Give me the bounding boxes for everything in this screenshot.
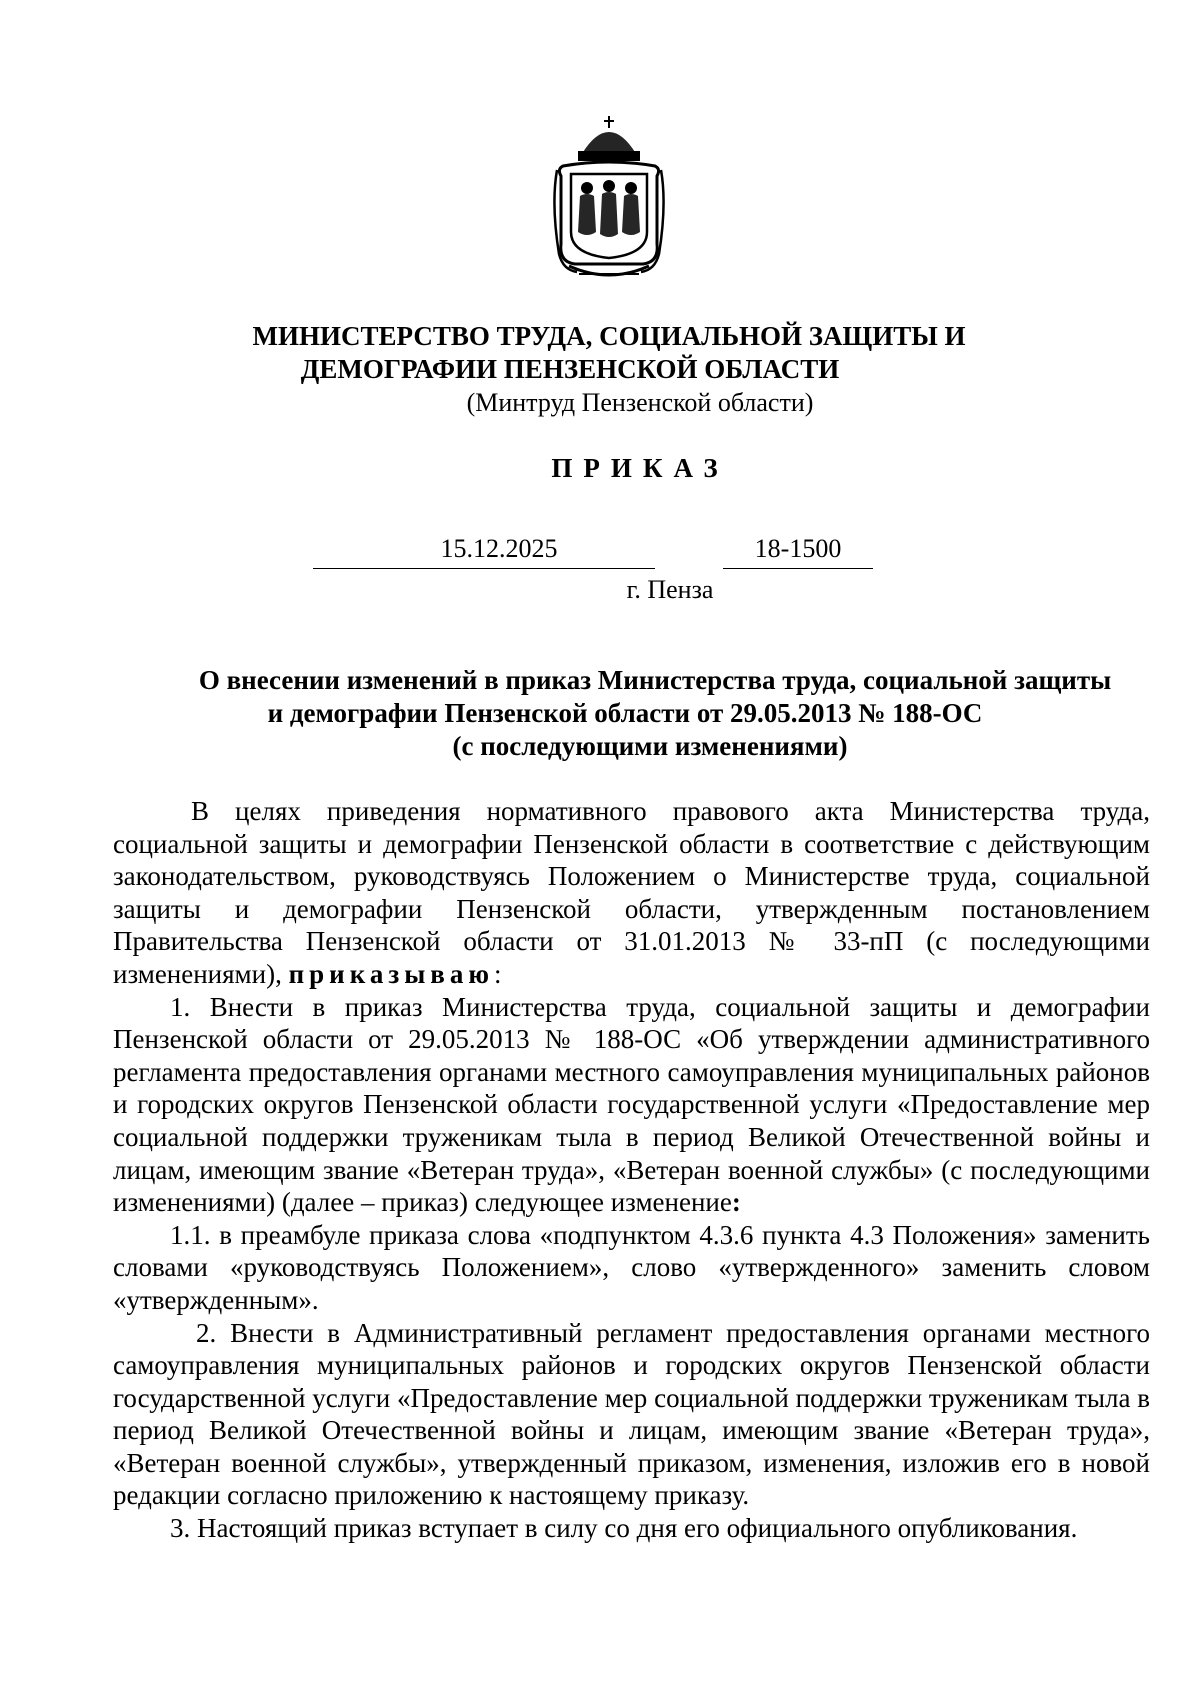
document-body <box>113 795 1150 1545</box>
organization-name-line-2: ДЕМОГРАФИИ ПЕНЗЕНСКОЙ ОБЛАСТИ <box>300 354 840 384</box>
number-underline <box>723 568 873 569</box>
preamble-text: В целях приведения нормативного правового акта Министерства труда, социальной защиты и демографии Пензенской области в соответствие с действующим законодательством, руководствуясь Положением о Министерстве труда, социальной защиты и демографии Пензенской области, утвержденным постановлением Правительства Пензенской области от 31.01.2013 № 33-пП (с последующими изменениями), <box>113 796 1150 989</box>
document-title <box>160 664 1150 763</box>
date-underline <box>313 568 655 569</box>
item-2-paragraph: 2. Внести в Административный регламент предоставления органами местного самоуправления муниципальных районов и городских округов Пензенской области государственной услуги «Предоставление мер социальной поддержки труженикам тыла в период Великой Отечественной войны и лицам, имеющим звание «Ветеран труда», «Ветеран военной службы», утвержденный приказом, изменения, изложив его в новой редакции согласно приложению к настоящему приказу. <box>113 1317 1150 1511</box>
preamble-end: : <box>494 958 502 989</box>
title-line-2: и демографии Пензенской области от 29.05.2013 № 188-ОС <box>267 698 983 728</box>
title-line-3: (с последующими изменениями) <box>452 731 848 761</box>
item-1-1-paragraph: 1.1. в преамбуле приказа слова «подпунктом 4.3.6 пункта 4.3 Положения» заменить словами «руководствуясь Положением», слово «утвержденного» заменить словом «утвержденным». <box>113 1219 1150 1315</box>
order-word: приказываю <box>288 958 495 989</box>
document-number: 18-1500 <box>754 534 842 563</box>
penza-region-coat-of-arms-icon <box>553 114 665 281</box>
organization-name-line-1: МИНИСТЕРСТВО ТРУДА, СОЦИАЛЬНОЙ ЗАЩИТЫ И <box>252 321 966 351</box>
document-date: 15.12.2025 <box>440 534 558 563</box>
title-line-1: О внесении изменений в приказ Министерства труда, социальной защиты <box>198 665 1112 695</box>
document-city: г. Пенза <box>626 575 714 604</box>
item-1-text: 1. Внести в приказ Министерства труда, социальной защиты и демографии Пензенской области от 29.05.2013 № 188-ОС «Об утверждении административного регламента предоставления органами местного самоуправления муниципальных районов и городских округов Пензенской области государственной услуги «Предоставление мер социальной поддержки труженикам тыла в период Великой Отечественной войны и лицам, имеющим звание «Ветеран труда», «Ветеран военной службы» (с последующими изменениями) (далее – приказ) следующее изменение <box>113 991 1150 1218</box>
item-1-paragraph <box>113 991 1150 1219</box>
item-3-paragraph: 3. Настоящий приказ вступает в силу со дня его официального опубликования. <box>170 1513 1078 1544</box>
document-type-heading: ПРИКАЗ <box>551 453 729 483</box>
organization-short-name: (Минтруд Пензенской области) <box>466 388 814 417</box>
item-1-end: : <box>731 1187 741 1218</box>
preamble-paragraph <box>113 795 1150 991</box>
